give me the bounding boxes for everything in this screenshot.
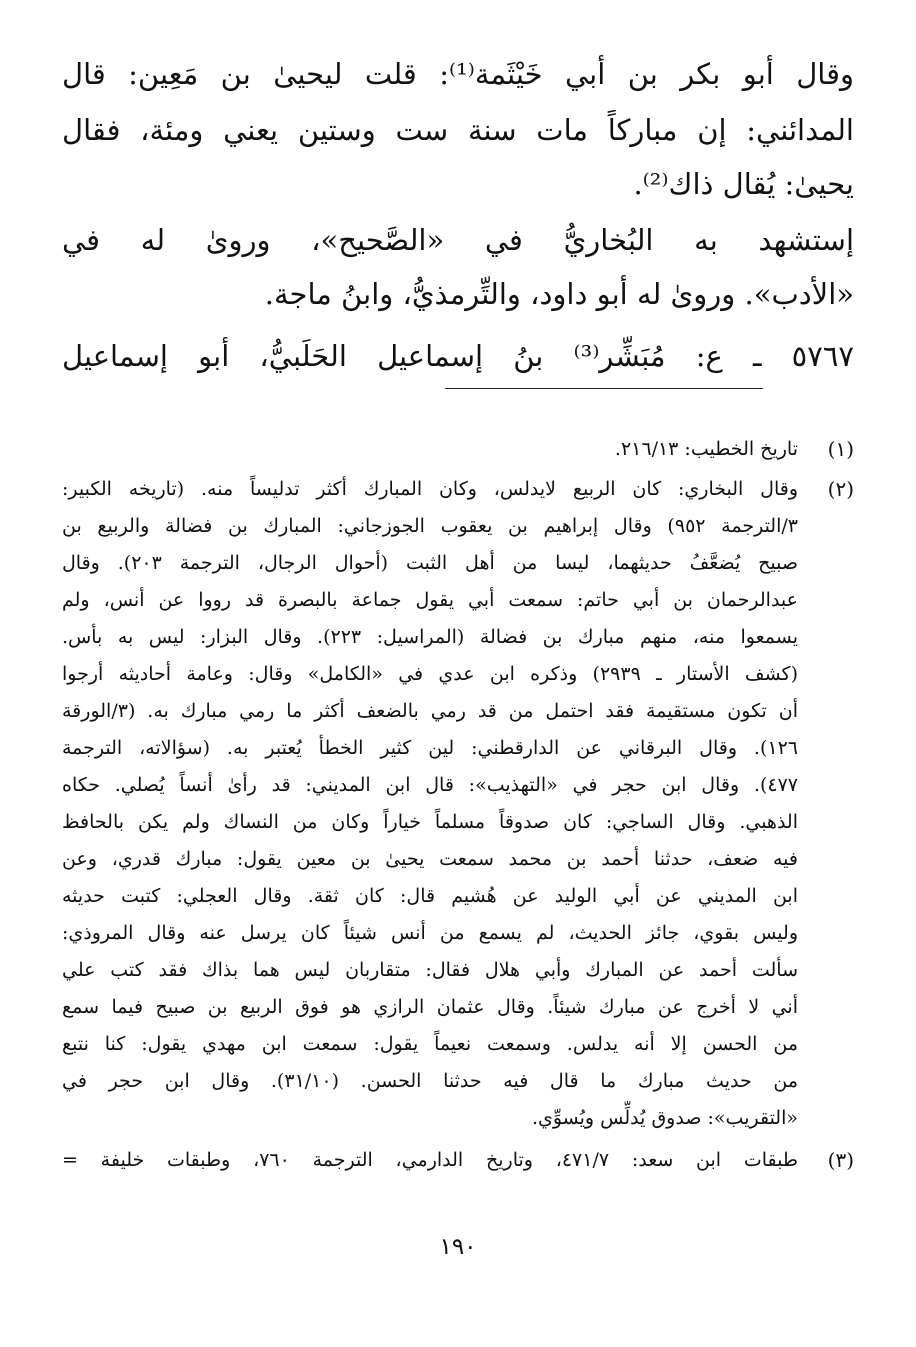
footnote-line: وليس بقوي، جائز الحديث، لم يسمع من أنس شيئاً كان يرسل عنه وقال المروذي: — [62, 922, 798, 944]
main-text-line: وقال أبو بكر بن أبي خَيْثَمة⁽¹⁾: قلت ليحيىٰ بن مَعِين: قال — [62, 57, 854, 91]
footnote-line: (كشف الأستار ـ ٢٩٣٩) وذكره ابن عدي في «الكامل» وقال: وعامة أحاديثه أرجوا — [62, 663, 798, 685]
footnote-line: ٤٧٧). وقال ابن حجر في «التهذيب»: قال ابن المديني: قد رأىٰ أنساً يُصلي. حكاه — [62, 774, 798, 796]
footnote-line: ٣/الترجمة ٩٥٢) وقال إبراهيم بن يعقوب الجوزجاني: المبارك بن فضالة والربيع بن — [62, 515, 798, 537]
footnote-line: ١٢٦). وقال البرقاني عن الدارقطني: لين كثير الخطأ يُعتبر به. (سؤالاته، الترجمة — [62, 737, 798, 759]
main-text-line: «الأدب». وروىٰ له أبو داود، والتِّرمذيُّ، وابنُ ماجة. — [264, 277, 854, 311]
footnote-line: صبيح يُضعَّفُ حديثهما، ليسا من أهل الثبت (أحوال الرجال، الترجمة ٢٠٣). وقال — [62, 552, 798, 574]
footnote-line: تاريخ الخطيب: ٢١٦/١٣. — [614, 438, 798, 460]
footnote-line: ابن المديني عن أبي الوليد عن هُشيم قال: كان ثقة. وقال العجلي: كتبت حديثه — [62, 885, 798, 907]
footnote-line: من حديث مبارك ما قال فيه حدثنا الحسن. (٣١/١٠). وقال ابن حجر في — [62, 1070, 798, 1092]
footnote-number: (٣) — [827, 1148, 854, 1172]
footnote-line: الذهبي. وقال الساجي: كان صدوقاً مسلماً خياراً وكان من النساك ولم يكن بالحافظ — [62, 811, 798, 833]
footnote-line: أن تكون مستقيمة فقد احتمل من قد رمي بالضعف أكثر ما رمي مبارك به. (٣/الورقة — [62, 700, 798, 722]
main-text-line: المدائني: إن مباركاً مات سنة ست وستين يعني ومئة، فقال — [62, 113, 854, 147]
main-text-line: إستشهد به البُخاريُّ في «الصَّحيح»، وروىٰ له في — [62, 223, 854, 257]
entry-heading-line: ٥٧٦٧ ـ ع: مُبَشِّر⁽³⁾ بنُ إسماعيل الحَلَبيُّ، أبو إسماعيل — [62, 339, 854, 373]
page-number: ١٩٠ — [439, 1234, 477, 1260]
footnote-line: عبدالرحمان بن أبي حاتم: سمعت أبي يقول جماعة بالبصرة قد رووا عن أنس، ولم — [62, 589, 798, 611]
footnote-line: «التقريب»: صدوق يُدلِّس ويُسوِّي. — [531, 1107, 798, 1129]
footnote-line: أني لا أخرج عن مبارك شيئاً. وقال عثمان الرازي هو فوق الربيع بن صبيح فيما سمع — [62, 996, 798, 1018]
footnote-line: طبقات ابن سعد: ٤٧١/٧، وتاريخ الدارمي، الترجمة ٧٦٠، وطبقات خليفة = — [62, 1149, 798, 1171]
footnote-line: وقال البخاري: كان الربيع لايدلس، وكان المبارك أكثر تدليساً منه. (تاريخه الكبير: — [62, 478, 798, 500]
footnote-number: (٢) — [827, 477, 854, 501]
footnote-divider — [445, 388, 763, 389]
main-text-line: يحيىٰ: يُقال ذاك⁽²⁾. — [633, 167, 854, 201]
footnote-line: سألت أحمد عن المبارك وأبي هلال فقال: متقاربان ليس هما بذاك فقد كتب علي — [62, 959, 798, 981]
footnote-line: فيه ضعف، حدثنا أحمد بن محمد سمعت يحيىٰ بن معين يقول: مبارك قدري، وعن — [62, 848, 798, 870]
footnote-number: (١) — [827, 437, 854, 461]
footnote-line: يسمعوا منه، منهم مبارك بن فضالة (المراسيل: ٢٢٣). وقال البزار: ليس به بأس. — [62, 626, 798, 648]
footnote-line: من الحسن إلا أنه يدلس. وسمعت نعيماً يقول: سمعت ابن مهدي يقول: كنا نتبع — [62, 1033, 798, 1055]
